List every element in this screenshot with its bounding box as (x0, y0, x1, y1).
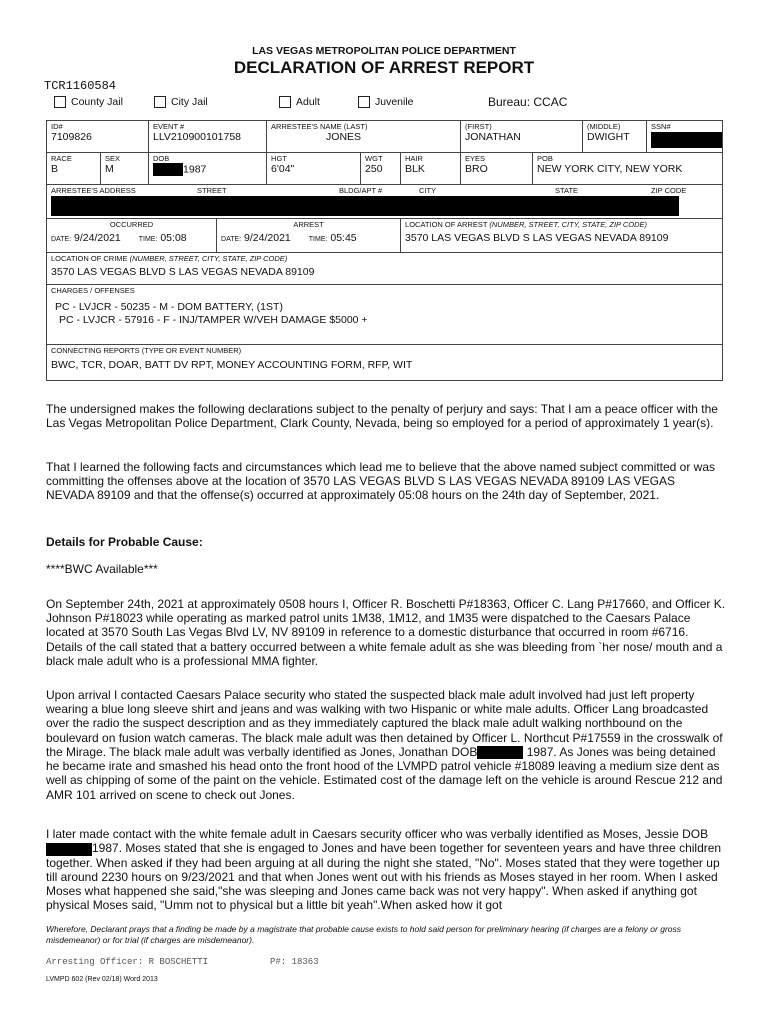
hair-value: BLK (405, 163, 425, 175)
pob-cell: POB NEW YORK CITY, NEW YORK (533, 153, 723, 185)
address-cell: ARRESTEE'S ADDRESS STREET BLDG/APT # CITY STATE ZIP CODE (47, 185, 723, 219)
arrest-form-table (46, 120, 723, 381)
checkbox-icon (358, 96, 370, 108)
arrest-location-value: 3570 LAS VEGAS BLVD S LAS VEGAS NEVADA 89109 (405, 232, 669, 244)
first-name-cell: (FIRST) JONATHAN (461, 121, 583, 153)
pob-value: NEW YORK CITY, NEW YORK (537, 163, 683, 175)
address-redaction (51, 196, 679, 216)
arrest-time: 05:45 (330, 232, 357, 244)
department-name: LAS VEGAS METROPOLITAN POLICE DEPARTMENT (252, 45, 516, 57)
height-cell: HGT 6'04" (267, 153, 361, 185)
connecting-reports-cell: CONNECTING REPORTS (TYPE OR EVENT NUMBER) BWC, TCR, DOAR, BATT DV RPT, MONEY ACCOUNTING FORM, RFP, WIT (47, 345, 723, 381)
dob-year: 1987 (183, 163, 207, 176)
race-value: B (51, 163, 59, 175)
checkbox-icon (279, 96, 291, 108)
weight-cell: WGT 250 (361, 153, 401, 185)
checkbox-icon (54, 96, 66, 108)
checkbox-juvenile[interactable] (358, 96, 414, 108)
dob-cell: DOB 1987 (149, 153, 267, 185)
id-cell: ID# 7109826 (47, 121, 149, 153)
occurred-cell: OCCURRED DATE: 9/24/2021 TIME: 05:08 (47, 219, 217, 253)
occurred-time: 05:08 (160, 232, 187, 244)
arrest-date: 9/24/2021 (244, 232, 291, 244)
sex-value: M (105, 163, 114, 175)
event-cell: EVENT # LLV210900101758 (149, 121, 267, 153)
checkbox-label: City Jail (171, 96, 208, 108)
event-value: LLV210900101758 (153, 131, 241, 143)
dob-redaction (153, 163, 183, 176)
first-name-value: JONATHAN (465, 131, 521, 143)
checkbox-label: Adult (296, 96, 320, 108)
form-id: LVMPD 602 (Rev 02/18) Word 2013 (46, 976, 158, 983)
eyes-value: BRO (465, 163, 488, 175)
id-value: 7109826 (51, 131, 92, 143)
sex-cell: SEX M (101, 153, 149, 185)
weight-value: 250 (365, 163, 383, 175)
narrative-paragraph-1: On September 24th, 2021 at approximately 0508 hours I, Officer R. Boschetti P#18363, Officer C. Lang P#17660, and Officer K. Johnson P#18023 while operating as marked patrol units 1M38, 1M12, and 1M35 were dispatched to the Caesars Palace located at 3570 South Las Vegas Blvd LV, NV 89109 in reference to a domestic disturbance that occurred in room #6716. Details of the call stated that a battery occurred between a white female adult as she was bleeding from `her nose/ mouth and a black male adult who is a professional MMA fighter. (46, 597, 726, 668)
height-value: 6'04" (271, 163, 295, 175)
checkbox-icon (154, 96, 166, 108)
checkbox-city-jail[interactable] (154, 96, 208, 108)
checkbox-label: County Jail (71, 96, 123, 108)
last-name-value: JONES (326, 131, 362, 143)
crime-location-cell: LOCATION OF CRIME (NUMBER, STREET, CITY, STATE, ZIP CODE) 3570 LAS VEGAS BLVD S LAS VEGAS NEVADA 89109 (47, 253, 723, 285)
declaration-paragraph: The undersigned makes the following declarations subject to the penalty of perjury and says: That I am a peace officer with the Las Vegas Metropolitan Police Department, Clark County, Nevada, being so employed for a period of approximately 1 year(s). (46, 402, 718, 431)
arrest-location-cell: LOCATION OF ARREST (NUMBER, STREET, CITY, STATE, ZIP CODE) 3570 LAS VEGAS BLVD S LAS VEGAS NEVADA 89109 (401, 219, 723, 253)
middle-name-cell: (MIDDLE) DWIGHT (583, 121, 647, 153)
eyes-cell: EYES BRO (461, 153, 533, 185)
facts-paragraph: That I learned the following facts and circumstances which lead me to believe that the above named subject committed or was committing the offenses above at the location of 3570 LAS VEGAS BLVD S LAS VEGAS NEVADA 89109 LAS VEGAS NEVADA 89109 and that the offense(s) occurred at approximately 05:08 hours on the 24th day of September, 2021. (46, 460, 716, 503)
checkbox-label: Juvenile (375, 96, 414, 108)
ssn-redaction (651, 132, 723, 148)
ssn-cell: SSN# (647, 121, 723, 153)
report-title: DECLARATION OF ARREST REPORT (233, 58, 535, 77)
checkbox-county-jail[interactable] (54, 96, 123, 108)
dob-redaction (477, 746, 523, 759)
occurred-date: 9/24/2021 (74, 232, 121, 244)
officer-pnum: P#: 18363 (270, 957, 319, 967)
wherefore-note: Wherefore, Declarant prays that a finding be made by a magistrate that probable cause exists to hold said person for preliminary hearing (if charges are a felony or gross misdemeanor) or for trial (if charges are misdemeanor). (46, 924, 681, 945)
charge-1: PC - LVJCR - 50235 - M - DOM BATTERY, (1ST) (55, 301, 283, 313)
arrest-cell: ARREST DATE: 9/24/2021 TIME: 05:45 (217, 219, 401, 253)
middle-name-value: DWIGHT (587, 131, 630, 143)
bureau: Bureau: CCAC (488, 95, 568, 109)
tcr-number: TCR1160584 (44, 79, 117, 93)
arresting-officer: Arresting Officer: R BOSCHETTI (46, 957, 209, 967)
dob-redaction (46, 843, 92, 856)
checkbox-adult[interactable] (279, 96, 320, 108)
charges-cell: CHARGES / OFFENSES PC - LVJCR - 50235 - M - DOM BATTERY, (1ST) PC - LVJCR - 57916 - F - INJ/TAMPER W/VEH DAMAGE $5000 + (47, 285, 723, 345)
details-heading: Details for Probable Cause: (46, 535, 203, 549)
race-cell: RACE B (47, 153, 101, 185)
bwc-note: ****BWC Available*** (46, 562, 158, 576)
charge-2: PC - LVJCR - 57916 - F - INJ/TAMPER W/VEH DAMAGE $5000 + (59, 314, 368, 326)
narrative-paragraph-2: Upon arrival I contacted Caesars Palace security who stated the suspected black male adult involved had just left property wearing a blue long sleeve shirt and jeans and was walking with two Hispanic or white male adults. Officer Lang broadcasted over the radio the suspect description and as they immediately captured the black male adult walking northbound on the boulevard on fusion watch cameras. The black male adult was then detained by Officer L. Northcut P#17559 in the crosswalk of the Mirage. The black male adult was verbally identified as Jones, Jonathan DOB 1987. As Jones was being detained he became irate and smashed his head onto the front hood of the LVMPD patrol vehicle #18089 leaving a medium size dent as well as chipping of some of the paint on the vehicle. Estimated cost of the damage left on the vehicle is around Rescue 212 and AMR 101 arrived on scene to check out Jones. (46, 688, 723, 802)
hair-cell: HAIR BLK (401, 153, 461, 185)
connecting-reports-value: BWC, TCR, DOAR, BATT DV RPT, MONEY ACCOUNTING FORM, RFP, WIT (51, 359, 413, 371)
crime-location-value: 3570 LAS VEGAS BLVD S LAS VEGAS NEVADA 89109 (51, 266, 315, 278)
last-name-cell: ARRESTEE'S NAME (LAST) JONES (267, 121, 461, 153)
narrative-paragraph-3: I later made contact with the white female adult in Caesars security officer who was verbally identified as Moses, Jessie DOB1987. Moses stated that she is engaged to Jones and have been together for seventeen years and have three children together. When asked if they had been arguing at all during the night she stated, "No". Moses stated that they were together up till around 2230 hours on 9/23/2021 and that when Jones went out with his friends as Moses stayed in her room. When I asked Moses what happened she said,"she was sleeping and Jones came back was not very happy". When asked if anything got physical Moses said, "Umm not to physical but a little bit yeah".When asked how it got (46, 827, 722, 913)
